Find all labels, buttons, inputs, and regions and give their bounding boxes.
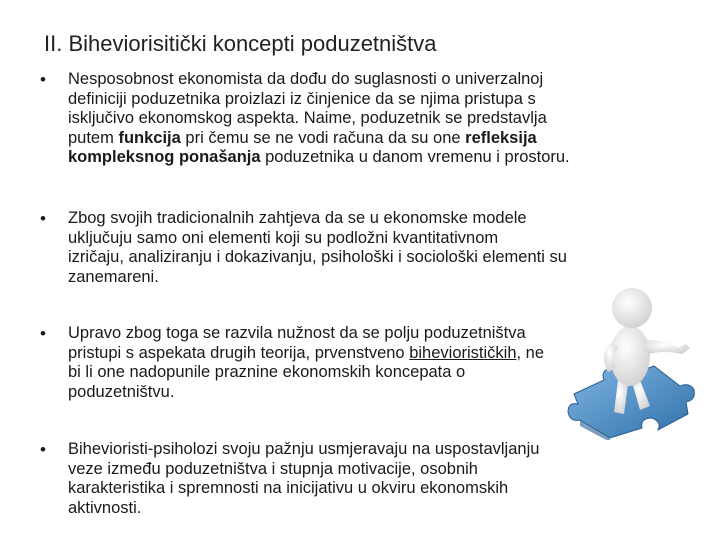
text-run: aktivnosti. — [68, 498, 142, 517]
text-run: izričaju, analiziranju i dokazivanju, psihološki i sociološki elementi su — [68, 248, 567, 266]
text-run: zanemareni. — [68, 267, 159, 286]
bullet-line — [68, 90, 570, 110]
person-on-puzzle-piece-icon — [560, 282, 700, 440]
bullet-line — [68, 248, 567, 268]
bullet-line — [68, 479, 539, 499]
bullet-marker: • — [40, 209, 46, 228]
bullet-item — [40, 440, 539, 518]
text-run: Bihevioristi-psiholozi svoju pažnju usmjeravaju na uspostavljanju — [68, 440, 540, 458]
text-run: isključivo ekonomskog aspekta. Naime, poduzetnik se predstavlja — [68, 109, 547, 127]
bullet-line — [68, 440, 539, 460]
bullet-item — [40, 324, 544, 402]
bold-term: refleksija — [465, 128, 537, 147]
bullet-line — [68, 344, 544, 364]
text-run: karakteristika i spremnosti na inicijativu u okviru ekonomskih — [68, 479, 509, 497]
bullet-line — [68, 129, 570, 149]
bullet-line — [68, 229, 567, 249]
slide-title: II. Biheviorisitički koncepti poduzetništva — [44, 31, 437, 56]
bullet-line — [68, 148, 570, 168]
text-run: pri čemu se ne vodi računa da su one — [180, 128, 466, 147]
text-run: , ne — [516, 343, 545, 362]
text-run: Upravo zbog toga se razvila nužnost da se polju poduzetništva — [68, 324, 526, 342]
bullet-marker: • — [40, 324, 46, 343]
text-run: Zbog svojih tradicionalnih zahtjeva da se u ekonomske modele — [68, 209, 527, 227]
bullet-text — [68, 440, 539, 518]
text-run: Nesposobnost ekonomista da dođu do suglasnosti o univerzalnoj — [68, 70, 544, 88]
bullet-line — [68, 209, 567, 229]
bullet-line — [68, 70, 570, 90]
bullet-marker: • — [40, 70, 46, 89]
bullet-line — [68, 383, 544, 403]
bullet-line — [68, 109, 570, 129]
bullet-line — [68, 499, 539, 519]
text-run: putem — [68, 128, 119, 147]
bullet-item — [40, 70, 570, 168]
bold-term: kompleksnog ponašanja — [68, 148, 261, 166]
text-run: uključuju samo oni elementi koji su podložni kvantitativnom — [68, 228, 499, 247]
text-run: poduzetnika u danom vremenu i prostoru. — [260, 148, 570, 166]
bullet-line — [68, 460, 539, 480]
bullet-item — [40, 209, 567, 287]
bullet-text — [68, 70, 570, 168]
bold-term: funkcija — [118, 128, 181, 147]
bullet-line — [68, 268, 567, 288]
text-run: poduzetništvu. — [68, 382, 175, 401]
bullet-line — [68, 363, 544, 383]
text-run: bi li one nadopunile praznine ekonomskih koncepata o — [68, 363, 466, 381]
bullet-marker: • — [40, 440, 46, 459]
bullet-text — [68, 209, 567, 287]
bullet-text — [68, 324, 544, 402]
text-run: pristupi s aspekata drugih teorija, prvenstveno — [68, 343, 410, 362]
bullet-line — [68, 324, 544, 344]
text-run: definiciji poduzetnika proizlazi iz činjenice da se njima pristupa s — [68, 89, 536, 108]
underlined-term: biheviorističkih — [409, 343, 517, 362]
text-run: veze između poduzetništva i stupnja motivacije, osobnih — [68, 459, 478, 478]
